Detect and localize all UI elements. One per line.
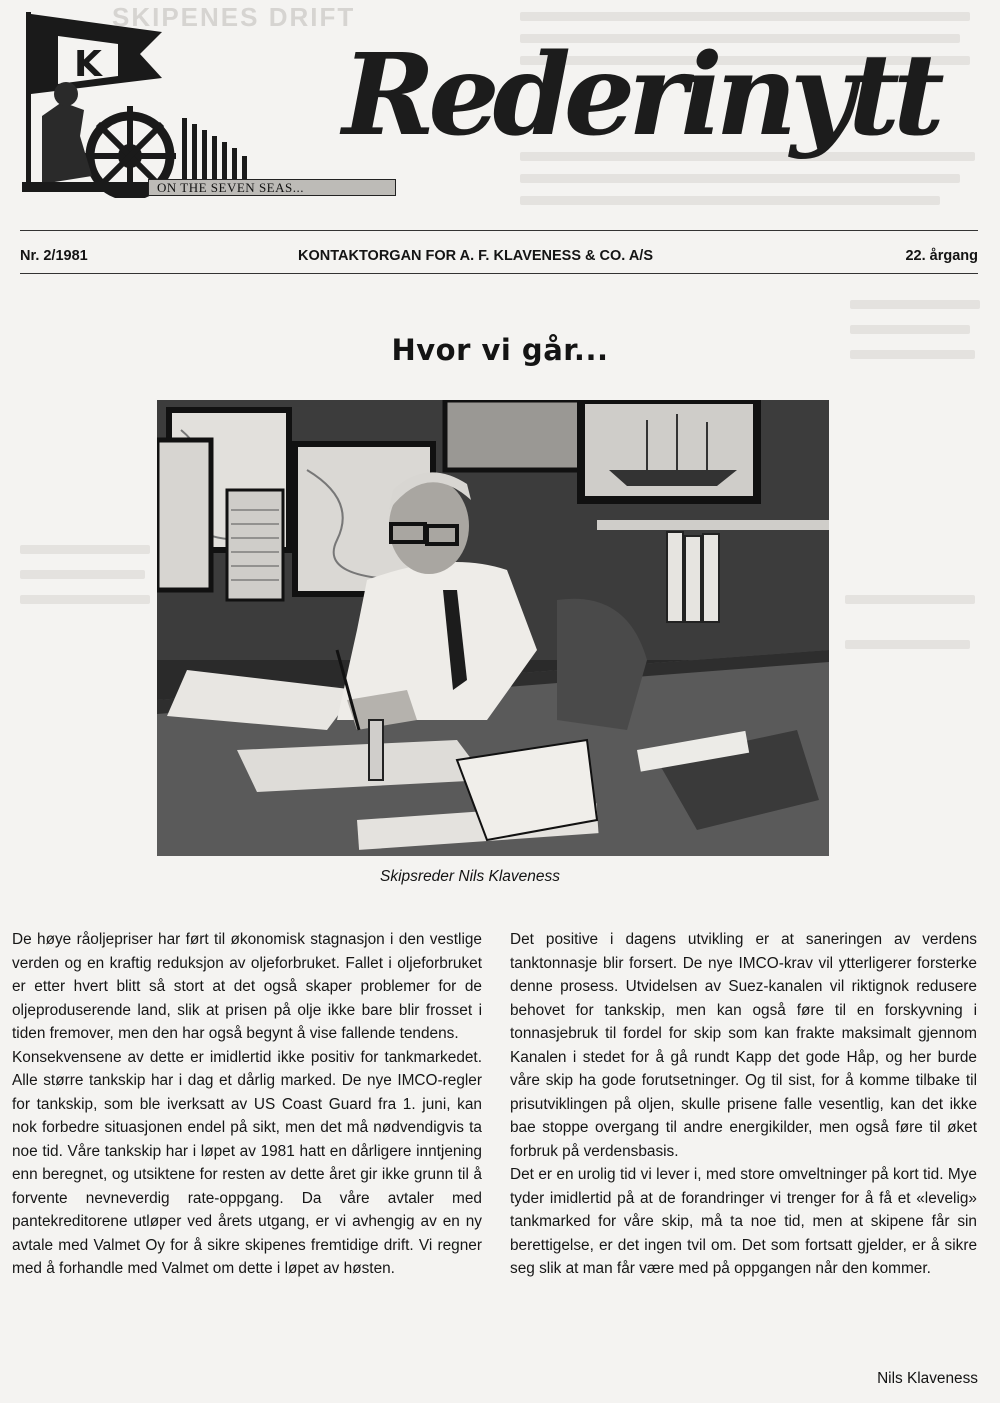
article-column-left <box>12 928 482 1281</box>
bleed-through-heading: SKIPENES DRIFT <box>112 2 356 32</box>
article-column-right <box>510 928 977 1281</box>
paragraph: De høye råoljepriser har ført til økonomisk stagnasjon i den vestlige verden og en kraftig reduksjon av oljeforbruket. Fallet i oljeforbruket er etter hvert blitt så stort at det også skaper problemer for de oljeproduserende land, slik at prisen på olje ikke bare blir frosset i tiden fremover, men den har også begynt å vise fallende tendens. <box>12 931 482 1042</box>
logo-tagline: ON THE SEVEN SEAS... <box>148 179 396 196</box>
article-headline: Hvor vi går... <box>391 333 609 367</box>
masthead-title: Rederinytt <box>342 30 938 161</box>
publication-organ: KONTAKTORGAN FOR A. F. KLAVENESS & CO. A/S <box>298 248 653 264</box>
issue-info-row <box>20 246 978 266</box>
author-signature: Nils Klaveness <box>877 1370 978 1387</box>
header-rule-bottom <box>20 273 978 274</box>
paragraph: Det positive i dagens utvikling er at saneringen av verdens tanktonnasje blir forsert. De nye IMCO-krav vil ytterligerer forsterke denne prosess. Utvidelsen av Suez-kanalen vil riktignok redusere behovet for tankskip, men kan også føre til en forskyvning i tonnasjebruk til fordel for skip som kan frakte maksimalt gjennom Kanalen i stedet for å gå rundt Kapp det gode Håp, og her burde våre skip ha gode forutsetninger. Og til sist, for å komme tilbake til prisutviklingen på oljen, skulle prisene falle vesentlig, kan det ikke bae stoppe overgang til andre energikilder, men også føre til øket forbruk på verdensbasis. <box>510 931 977 1160</box>
photo-of-shipowner-at-desk-icon <box>157 400 829 856</box>
paragraph: Det er en urolig tid vi lever i, med store omveltninger på kort tid. Mye tyder imidlertid på at de forandringer vi trenger for å få et «levelig» tankmarked for våre skip, må ta noe tid, men at skipene får sin berettigelse, er det ingen tvil om. Det som fortsatt gjelder, er å sikre seg slik at man får være med på oppgangen når den kommer. <box>510 1166 977 1277</box>
svg-text:K: K <box>74 44 102 85</box>
article-photo <box>157 400 829 856</box>
header-rule-top <box>20 230 978 231</box>
issue-number: Nr. 2/1981 <box>20 248 88 264</box>
volume-year: 22. årgang <box>905 248 978 264</box>
paragraph: Konsekvensene av dette er imidlertid ikke positiv for tankmarkedet. Alle større tankskip har i dag et dårlig marked. De nye IMCO-regler for tankskip, som ble iverksatt av US Coast Guard fra 1. juni, kan nok forbedre situasjonen endel på sikt, men det må nødvendigvis ta noe tid. Våre tankskip har i løpet av 1981 hatt en dårligere inntjening enn beregnet, og utsiktene for resten av dette året gir ikke grunn til å forvente nevneverdig rate-oppgang. Da våre avtaler med pantekreditorene utløper ved årets utgang, er vi avhengig av en ny avtale med Valmet Oy for å sikre skipenes fremtidige drift. Vi regner med å forhandle med Valmet om dette i løpet av høsten. <box>12 1048 482 1277</box>
photo-caption: Skipsreder Nils Klaveness <box>380 868 561 885</box>
